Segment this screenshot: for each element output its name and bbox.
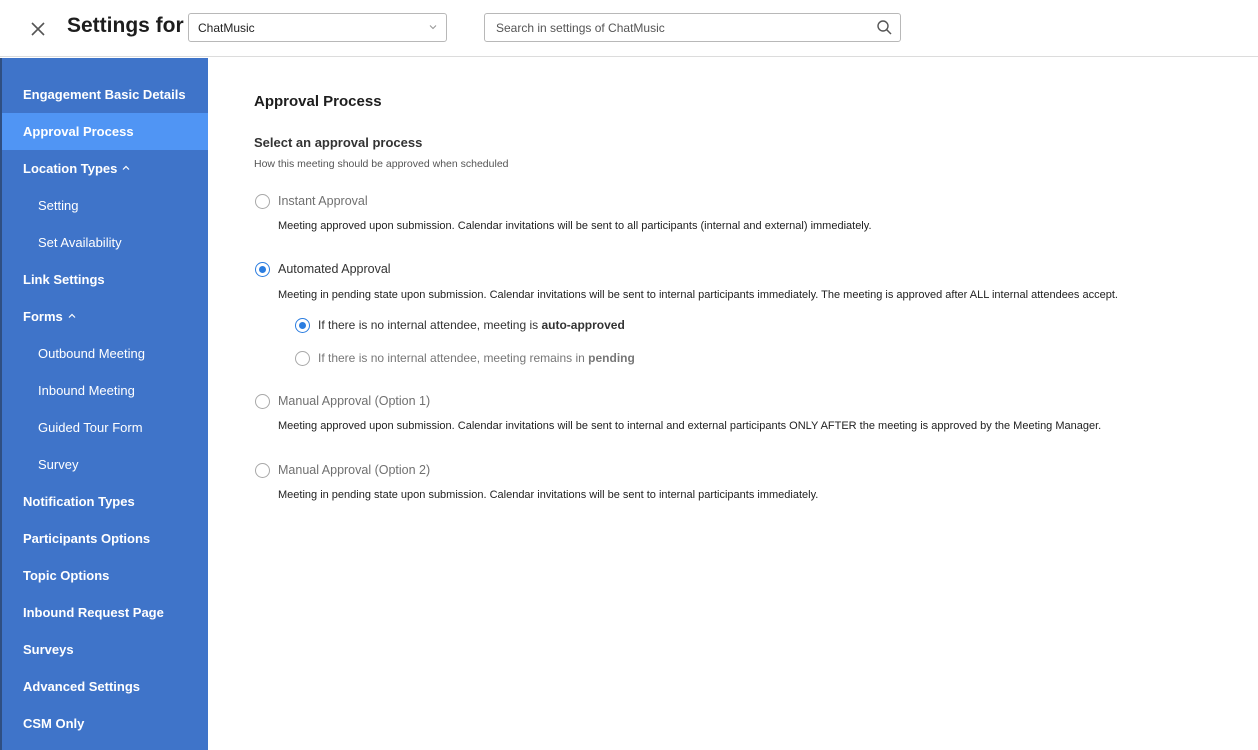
sidebar-item-label: Forms xyxy=(23,309,63,324)
sidebar-item-forms[interactable] xyxy=(2,298,208,335)
instant-approval-label[interactable]: Instant Approval xyxy=(278,194,368,208)
sidebar-item-label: Set Availability xyxy=(38,235,122,250)
sidebar-item-set-availability[interactable] xyxy=(2,224,208,261)
sidebar-item-label: Guided Tour Form xyxy=(38,420,143,435)
sidebar-item-setting[interactable] xyxy=(2,187,208,224)
sidebar-item-label: Inbound Request Page xyxy=(23,605,164,620)
sidebar-item-topic-options[interactable] xyxy=(2,557,208,594)
manual-approval-2-radio[interactable] xyxy=(255,463,270,478)
remain-pending-radio[interactable] xyxy=(295,351,310,366)
sidebar-item-label: Notification Types xyxy=(23,494,135,509)
sidebar-item-location-types[interactable] xyxy=(2,150,208,187)
sidebar-item-label: Setting xyxy=(38,198,79,213)
approval-helper-text: How this meeting should be approved when scheduled xyxy=(254,158,509,170)
auto-approved-text: If there is no internal attendee, meeting is xyxy=(318,318,542,332)
section-title: Approval Process xyxy=(254,93,382,110)
sidebar-item-label: Survey xyxy=(38,457,79,472)
sidebar-item-notification-types[interactable] xyxy=(2,483,208,520)
app-select-value: ChatMusic xyxy=(198,21,255,35)
main-content xyxy=(208,58,1258,750)
close-icon[interactable] xyxy=(24,15,52,43)
sidebar-item-label: Engagement Basic Details xyxy=(23,87,186,102)
auto-approved-radio[interactable] xyxy=(295,318,310,333)
remain-pending-label[interactable] xyxy=(318,351,635,365)
settings-header xyxy=(0,0,1258,57)
remain-pending-emphasis: pending xyxy=(588,351,635,365)
approval-subtitle: Select an approval process xyxy=(254,135,423,150)
instant-approval-radio[interactable] xyxy=(255,194,270,209)
chevron-up-icon xyxy=(68,312,76,320)
sidebar-item-label: Advanced Settings xyxy=(23,679,141,694)
manual-approval-1-radio[interactable] xyxy=(255,394,270,409)
manual-approval-1-label[interactable]: Manual Approval (Option 1) xyxy=(278,394,431,408)
search-input[interactable] xyxy=(485,14,865,41)
app-select-dropdown[interactable] xyxy=(188,13,447,42)
settings-search[interactable] xyxy=(484,13,901,42)
chevron-down-icon xyxy=(428,22,438,32)
sidebar-item-label: Participants Options xyxy=(23,531,151,546)
manual-approval-2-description: Meeting in pending state upon submission. Calendar invitations will be sent to internal participants immediately. xyxy=(278,489,819,501)
sidebar-item-label: Location Types xyxy=(23,161,118,176)
manual-approval-1-description: Meeting approved upon submission. Calendar invitations will be sent to internal and external participants ONLY AFTER the meeting is approved by the Meeting Manager. xyxy=(278,420,1102,432)
settings-sidebar xyxy=(0,58,208,750)
sidebar-item-link-settings[interactable] xyxy=(2,261,208,298)
remain-pending-text: If there is no internal attendee, meeting remains in xyxy=(318,351,589,365)
sidebar-item-outbound-meeting[interactable] xyxy=(2,335,208,372)
sidebar-item-participants-options[interactable] xyxy=(2,520,208,557)
sidebar-item-label: Outbound Meeting xyxy=(38,346,145,361)
sidebar-item-label: CSM Only xyxy=(23,716,85,731)
sidebar-item-label: Inbound Meeting xyxy=(38,383,135,398)
sidebar-item-inbound-meeting[interactable] xyxy=(2,372,208,409)
sidebar-item-approval-process[interactable] xyxy=(2,113,208,150)
sidebar-item-label: Topic Options xyxy=(23,568,110,583)
auto-approved-label[interactable] xyxy=(318,318,625,332)
sidebar-item-advanced-settings[interactable] xyxy=(2,668,208,705)
sidebar-item-engagement-basic-details[interactable] xyxy=(2,76,208,113)
page-title: Settings for xyxy=(67,14,184,37)
auto-approved-emphasis: auto-approved xyxy=(541,318,625,332)
sidebar-item-surveys[interactable] xyxy=(2,631,208,668)
sidebar-item-csm-only[interactable] xyxy=(2,705,208,742)
sidebar-item-label: Surveys xyxy=(23,642,74,657)
sidebar-item-guided-tour-form[interactable] xyxy=(2,409,208,446)
automated-approval-radio[interactable] xyxy=(255,262,270,277)
instant-approval-description: Meeting approved upon submission. Calendar invitations will be sent to all participants (internal and external) immediately. xyxy=(278,220,872,232)
automated-approval-label[interactable]: Automated Approval xyxy=(278,262,391,276)
manual-approval-2-label[interactable]: Manual Approval (Option 2) xyxy=(278,463,431,477)
chevron-up-icon xyxy=(122,164,130,172)
sidebar-item-survey[interactable] xyxy=(2,446,208,483)
sidebar-item-label: Link Settings xyxy=(23,272,105,287)
automated-approval-description: Meeting in pending state upon submission. Calendar invitations will be sent to internal participants immediately. The meeting is approved after ALL internal attendees accept. xyxy=(278,289,1118,301)
sidebar-item-label: Approval Process xyxy=(23,124,134,139)
search-icon[interactable] xyxy=(876,19,893,36)
sidebar-item-inbound-request-page[interactable] xyxy=(2,594,208,631)
